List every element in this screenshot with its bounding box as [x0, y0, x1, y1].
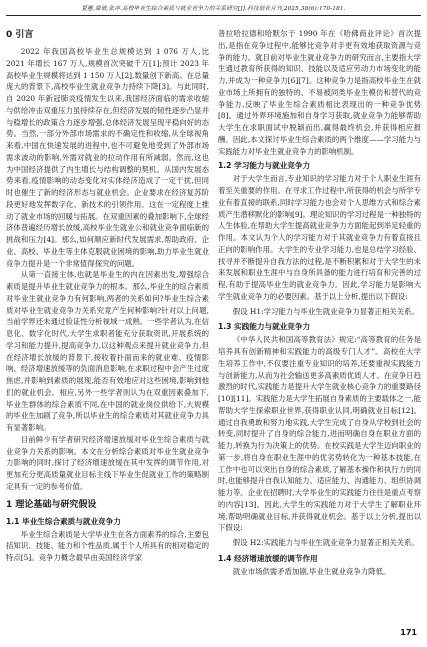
- hypothesis-h1: 假设 H1:学习能力与毕业生就业竞争力显著正相关关系。: [232, 306, 419, 316]
- paragraph: 就业市场供需矛盾加剧,毕业生就业竞争力降低。: [232, 566, 391, 576]
- paragraph: 从第一直接主体,也就是毕业生的内在因素出发,增强综合素质是提升毕业生就业竞争力的根本。那么,毕业生的综合素质对毕业生就业竞争力有何影响,两者的关系如何?毕业生综合素质对毕业生就业竞争力关系究竟产生何种影响?针对以上问题,当前学界还未通过验证性分析视域一成熟。一些学者认为,在信息化、数字化时代,大学生求职者能充分获取资讯,开展系统的学习和能力提升,提高竞争力,以这种观点来提升就业竞争力,但在经济增长放缓的背景下,接收着扑面而来的就业难、疫情影响、经济增速放缓等的负面消息影响,在求职过程中会产生过度焦虑,并影响到素质的展现,能否有效地应对这些困境,影响到他们的就业机会。相应,另外一些学者则认为在双重因素叠加下,毕业生群体的综合素质不同,在中国的就业岗位供给下,大规模的毕业生加剧了竞争,所以毕业生的综合素质对其就业竞争力具有显著影响。: [6, 270, 209, 432]
- subsection-title-1-1: 1.1 毕业生综合素质与就业竞争力: [6, 516, 121, 526]
- paragraph: 对于大学生而言,专业知识的学习能力对于个人职业生涯有着至关重要的作用。在寻求工作过程中,所获得的机会与所学专业有着直接的联系,同时学习能力也会对个人思维方式和综合素质产生潜移默化的影响[9]。理论知识的学习过程是一种独特的人生体验,在帮助大学生提高就业竞争力方面能起到举足轻重的作用。本文认为个人的学习能力对于其就业竞争力有着直接且正向的影响作用。大学生的专业学习能力,也是总结学习经验、找寻并不断提升自我方法的过程,是不断积累和对于大学生的未来发展和职业生涯中与自身所具备的能力进行培育和完善的过程,有助于提高毕业生的就业竞争力。因此,学习能力是影响大学生就业竞争力的必要因素。基于以上分析,提出以下假设:: [218, 174, 421, 301]
- paragraph: 2022 年我国高校毕业生总规模达到 1 076 万人,比 2021 年增长 167 万人,规模首次突破千万[1];预计 2023 年高校毕业生规模将达到 1 150 万人[2],数量创下新高。在总量庞大的背景下,高校毕业生就业竞争力持续下降[3]。与此同时,自 2020 年新冠肺炎疫情发生以来,我国经济面临的需求收缩与供给冲击双重压力虽持续存在,但经济发展的韧性逐步凸显并与稳增长的政策合力逐步增强,总体经济发展呈现平稳向好的态势。当然,一部分外部市场需求的不确定性和收缩,从全球视角来看,中国在快速发展的进程中,也不可避免地受到了外部市场需求波动的影响,外需对就业的拉动作用有所减弱。然而,这也为中国经济提供了内生增长与结构调整的契机。从国内发展态势来看,疫情影响的动态变化对实体经济造成了一定干扰,但同时也催生了新的经济形态与就业机会。企业要求在经济复苏阶段更好地发挥数字化、新技术的引领作用。这在一定程度上推动了就业市场的回暖与拓展。在双重因素的叠加影响下,全球经济体普遍经历增长放缓,高校毕业生就业公和就业竞争面临新的挑战和压力[4]。那么,如何顺应新时代发展需求,帮助政府、企业、高校、毕业生等主体克服就业困境的影响,助力毕业生就业竞争力提升是一个非常值得探究的问题。: [6, 47, 209, 268]
- running-header-citation: 夏蕙,谭倩,张冲.高校毕业生综合素质与就业竞争力的关系研究[J].科技创业月刊,2025,38(6):170-181.: [81, 6, 346, 12]
- paragraph: 普拉哈拉德和哈默尔于 1990 年在《哈佛商业评论》首次提出,是指在竞争过程中,能够比竞争对手更有效地获取资源与竞争的能力。就目前对毕业生就业竞争力的研究而言,主要指大学生通过教育所获得的知识、技能以及适应劳动力市场变化的能力,并成为一种竞争力[6][7]。这种竞争力是指高校毕业生在就业市场上所拥有的独特的、不易被同类毕业生模仿和替代的竞争能力,反映了毕业生综合素质相比表现出的一种竞争优势[8]。通过外界环境施加和自身学习获取,就业竞争力能够帮助大学生在求职面试中脱颖而出,赢得最终机会,并获得相应报酬。因此,本文探讨毕业生综合素质的两个维度——学习能力与实践能力对毕业生就业竞争力的影响机制。: [218, 29, 421, 156]
- header-rule: [6, 15, 421, 16]
- paragraph: 目前鲜少有学者研究经济增速放缓对毕业生综合素质与就业竞争力关系的影响。本文在分析综合素质对毕业生就业竞争力影响的同时,探讨了经济增速放缓在其中发挥的调节作用,对更加充分更高质量就业目标主线下毕业生促就业工作的策略制定具有一定的参考价值。: [6, 434, 209, 491]
- page-number: 171: [400, 628, 417, 637]
- right-column: [218, 28, 421, 613]
- paragraph: 毕业生综合素质是大学毕业生在各方面素养的综合,主要包括知识、技能、能力和个性品质,属于个人所具有的相对稳定的特点[5]。竞争力概念最早由美国经济学家: [6, 529, 209, 562]
- paragraph: 《中华人民共和国高等教育法》规定:“高等教育的任务是培养具有创新精神和实践能力的高级专门人才”。高校在大学生培养工作中,不仅要注重专业知识的培养,还要重视实践能力与创新能力,从而为社会输送更多高素质优质人才。在竞争日趋激烈的时代,实践能力是提升大学生就业核心竞争力的重要路径[10][11]。实践能力是大学生拓展自身素质的主要载体之一,能帮助大学生探索职业世界,获得职业认同,明确就业目标[12]。通过自我勇敢和努力地实践,大学生完成了自身从学校到社会的转变,同时提升了自身的综合能力,进而明确自身在职业方面的能力,转换为行为决策上的优势。在校实践是大学生迈向职业的第一步,将自身在职业生涯中的优劣势转化为一种基本技能,在工作中也可以突出自身的综合素质,了解基本操作和执行力的同时,也能够提升自我认知能力、适应能力、沟通能力、组织协调能力等。企业在招聘时,大学毕业生的实践能力往往是重点考察的内容[13]。因此,大学生的实践能力对于大学生了解职业环境,帮助明确就业目标,并获得就业机会。基于以上分析,提出以下假设:: [218, 335, 421, 533]
- subsection-title-1-2: 1.2 学习能力与就业竞争力: [218, 161, 311, 171]
- section-title-introduction: 0 引言: [6, 30, 34, 40]
- subsection-title-1-3: 1.3 实践能力与就业竞争力: [218, 322, 311, 332]
- subsection-title-1-4: 1.4 经济增速放缓的调节作用: [218, 553, 318, 563]
- section-title-theory: 1 理论基础与研究假设: [6, 499, 97, 510]
- hypothesis-h2: 假设 H2:实践能力与毕业生就业竞争力显著正相关关系。: [232, 538, 419, 547]
- left-column: [6, 28, 209, 613]
